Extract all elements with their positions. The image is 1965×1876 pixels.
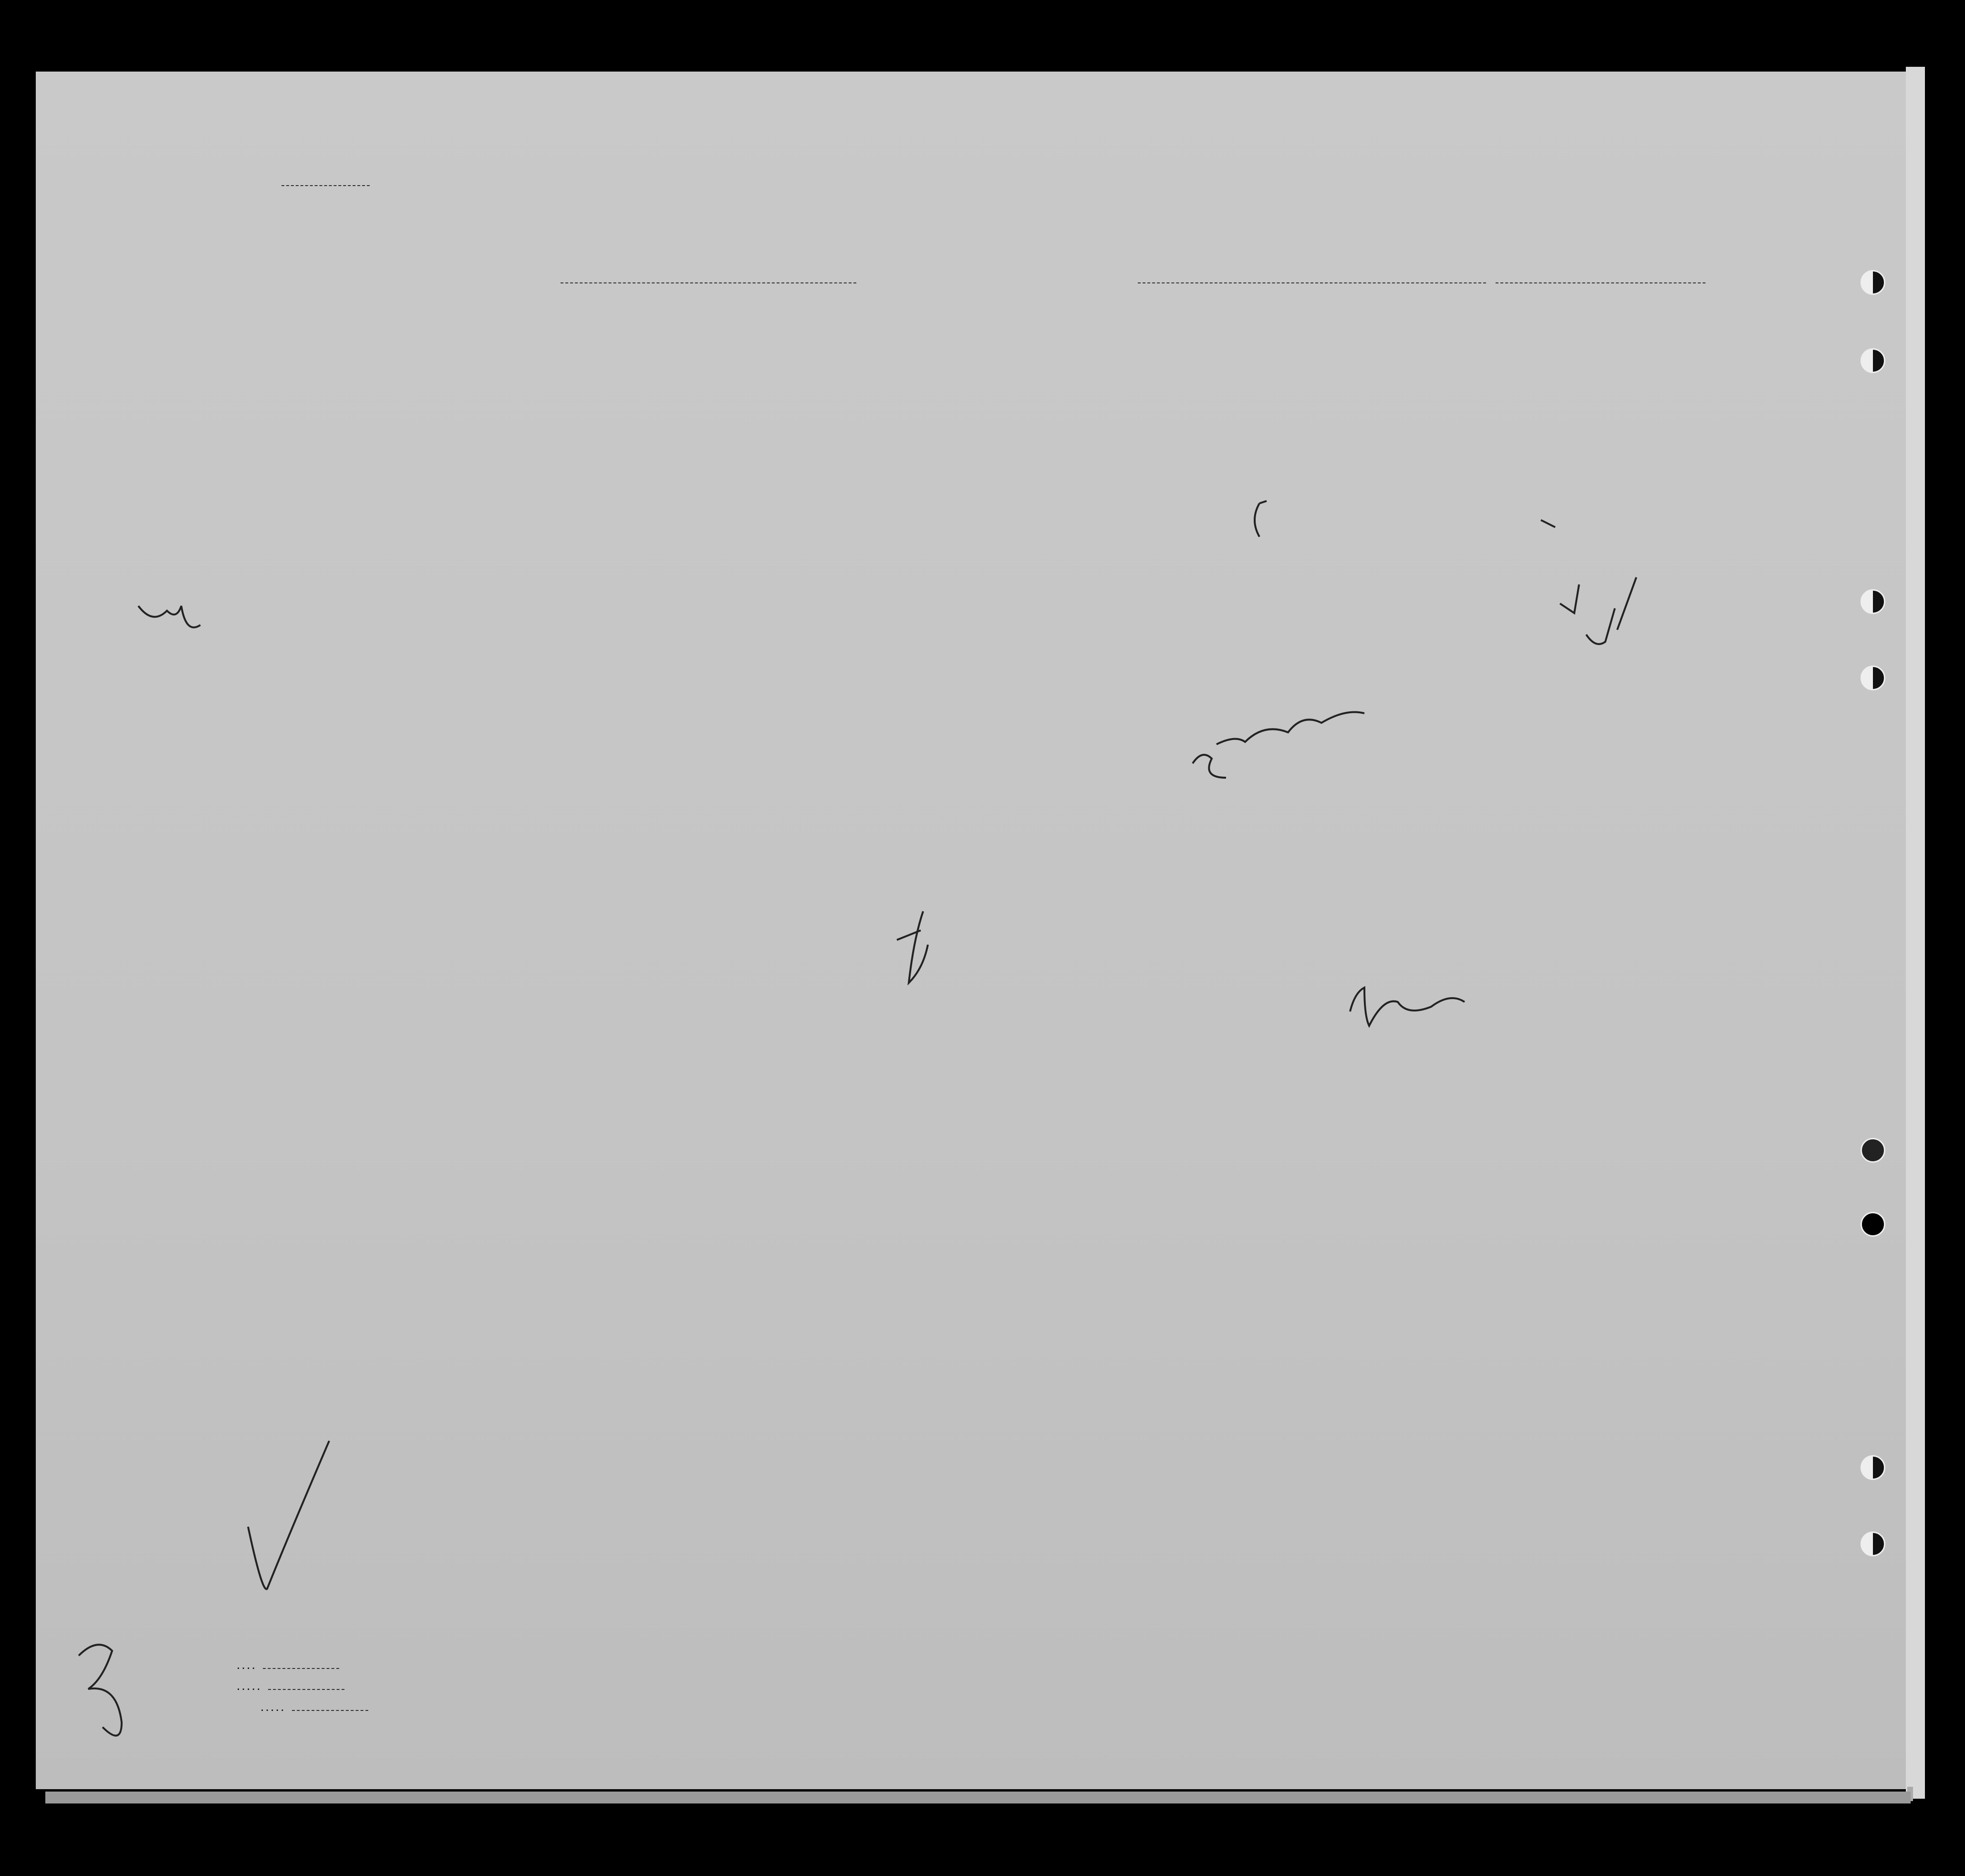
bracket-mark xyxy=(1255,501,1267,537)
margin-mark xyxy=(79,1645,122,1736)
footer-totals xyxy=(237,1661,368,1714)
inspector-signature xyxy=(1193,712,1364,778)
us-citizens-row: . . . . . xyxy=(237,1682,368,1693)
total-passengers-row: . . . . xyxy=(237,1661,368,1672)
aliens-row: . . . . . xyxy=(237,1703,368,1714)
purser-signature xyxy=(1350,988,1465,1026)
checkmark-icon xyxy=(248,1441,329,1589)
nurses-note-mark xyxy=(138,606,200,627)
initials-mark xyxy=(897,911,928,983)
verification-ticks xyxy=(1541,520,1636,644)
